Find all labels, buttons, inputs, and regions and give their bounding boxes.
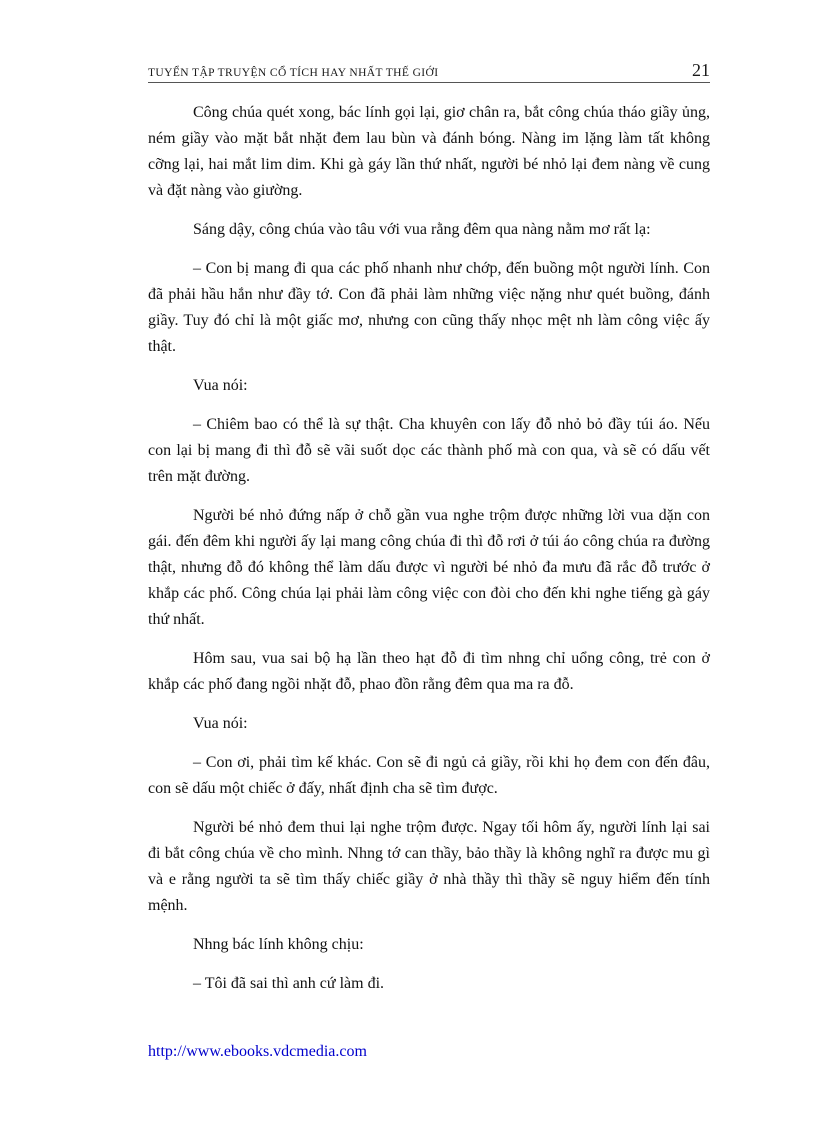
paragraph: Nhng bác lính không chịu: (193, 936, 364, 953)
paragraph: Công chúa quét xong, bác lính gọi lại, giơ chân ra, bắt công chúa tháo giầy ủng, ném giầy vào mặt bắt nhặt đem lau bùn và đánh bóng. Nàng im lặng làm tất không cỡng lại, hai mắt lim dim. Khi gà gáy lần thứ nhất, người bé nhỏ lại đem nàng về cung và đặt nàng vào giường. (148, 104, 710, 199)
page-body (148, 100, 710, 1010)
paragraph: Hôm sau, vua sai bộ hạ lần theo hạt đỗ đi tìm nhng chỉ uổng công, trẻ con ở khắp các phố đang ngồi nhặt đỗ, phao đồn rằng đêm qua ma ra đỗ. (148, 650, 710, 693)
paragraph: Vua nói: (193, 377, 248, 394)
page-header (148, 58, 710, 83)
paragraph: Người bé nhỏ đứng nấp ở chỗ gần vua nghe trộm được những lời vua dặn con gái. đến đêm khi người ấy lại mang công chúa đi thì đỗ rơi ở túi áo công chúa ra đường thật, nhưng đỗ đó không thể làm dấu được vì người bé nhỏ đa mưu đã rắc đỗ trước ở khắp các phố. Công chúa lại phải làm công việc con đòi cho đến khi nghe tiếng gà gáy thứ nhất. (148, 507, 710, 628)
paragraph: – Chiêm bao có thể là sự thật. Cha khuyên con lấy đỗ nhỏ bỏ đầy túi áo. Nếu con lại bị mang đi thì đỗ sẽ vãi suốt dọc các thành phố mà con qua, và sẽ có dấu vết trên mặt đường. (148, 416, 710, 485)
book-title: TUYỂN TẬP TRUYỆN CỔ TÍCH HAY NHẤT THẾ GIỚI (148, 67, 439, 79)
paragraph: Vua nói: (193, 715, 248, 732)
footer-url[interactable]: http://www.ebooks.vdcmedia.com (148, 1043, 367, 1060)
paragraph: – Con ơi, phải tìm kế khác. Con sẽ đi ngủ cả giầy, rồi khi họ đem con đến đâu, con sẽ dấu một chiếc ở đấy, nhất định cha sẽ tìm được. (148, 754, 710, 797)
paragraph: Người bé nhỏ đem thui lại nghe trộm được. Ngay tối hôm ấy, người lính lại sai đi bắt công chúa về cho mình. Nhng tớ can thầy, bảo thầy là không nghĩ ra được mu gì và e rằng người ta sẽ tìm thấy chiếc giầy ở nhà thầy thì thầy sẽ nguy hiểm đến tính mệnh. (148, 819, 710, 914)
paragraph: Sáng dậy, công chúa vào tâu với vua rằng đêm qua nàng nằm mơ rất lạ: (193, 221, 651, 238)
paragraph: – Tôi đã sai thì anh cứ làm đi. (193, 975, 385, 992)
paragraph: – Con bị mang đi qua các phố nhanh như chớp, đến buồng một người lính. Con đã phải hầu hắn như đầy tớ. Con đã phải làm những việc nặng như quét buồng, đánh giầy. Tuy đó chỉ là một giấc mơ, nhưng con cũng thấy nhọc mệt nh làm công việc ấy thật. (148, 260, 710, 355)
page-number: 21 (692, 60, 710, 80)
